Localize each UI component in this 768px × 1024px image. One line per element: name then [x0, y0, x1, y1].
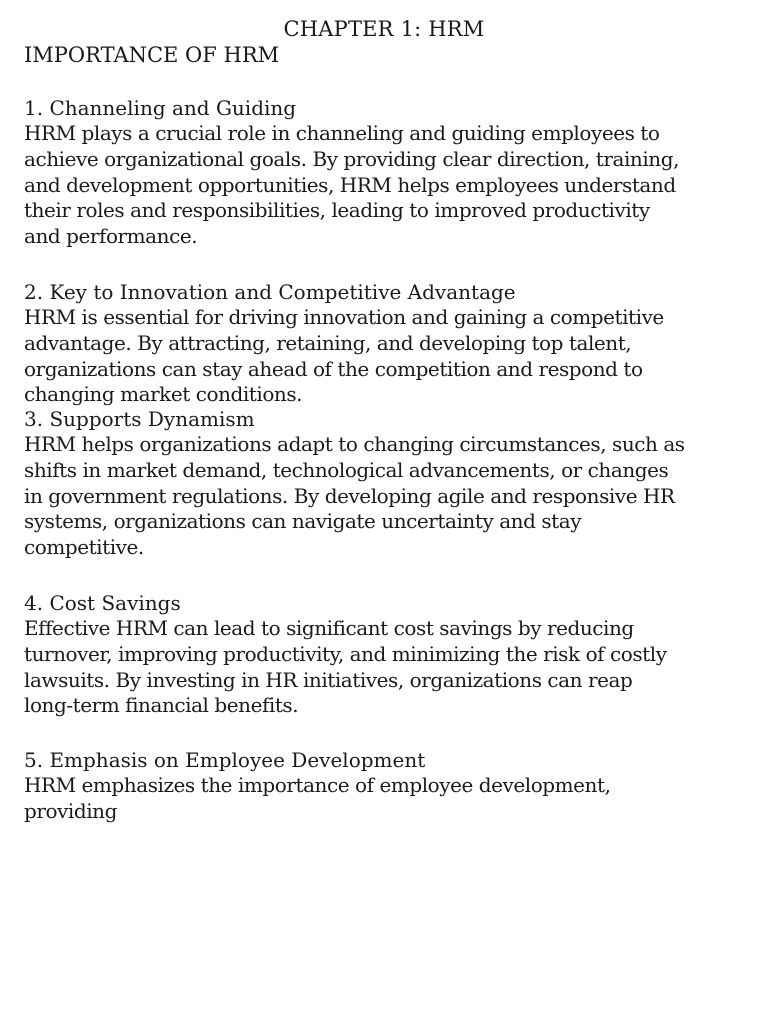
section-body: Effective HRM can lead to significant cost savings by reducing turnover, improving productivity, and minimizing the risk of costly lawsuits. By investing in HR initiatives, organizations can reap long-term financial benefits.: [24, 616, 667, 718]
section-title: 2. Key to Innovation and Competitive Advantage: [24, 280, 516, 304]
section-title: 1. Channeling and Guiding: [24, 96, 297, 120]
section-employee-development: [24, 747, 744, 825]
section-body: HRM is essential for driving innovation and gaining a competitive advantage. By attracting, retaining, and developing top talent, organizations can stay ahead of the competition and respond to changing market conditions.: [24, 305, 664, 407]
section-body: HRM plays a crucial role in channeling and guiding employees to achieve organizational goals. By providing clear direction, training, and development opportunities, HRM helps employees understand their roles and responsibilities, leading to improved productivity and performance.: [24, 121, 679, 249]
section-body: HRM emphasizes the importance of employee development, providing: [24, 773, 611, 823]
section-supports-dynamism: [24, 406, 744, 561]
section-heading: IMPORTANCE OF HRM: [24, 43, 280, 67]
section-title: 5. Emphasis on Employee Development: [24, 748, 426, 772]
section-body: HRM helps organizations adapt to changing circumstances, such as shifts in market demand, technological advancements, or changes in government regulations. By developing agile and responsive HR systems, organizations can navigate uncertainty and stay competitive.: [24, 432, 685, 560]
section-title: 3. Supports Dynamism: [24, 407, 255, 431]
section-innovation-advantage: [24, 279, 744, 408]
chapter-title: CHAPTER 1: HRM: [283, 17, 485, 41]
section-channeling-guiding: [24, 95, 744, 250]
section-cost-savings: [24, 590, 744, 719]
section-title: 4. Cost Savings: [24, 591, 181, 615]
